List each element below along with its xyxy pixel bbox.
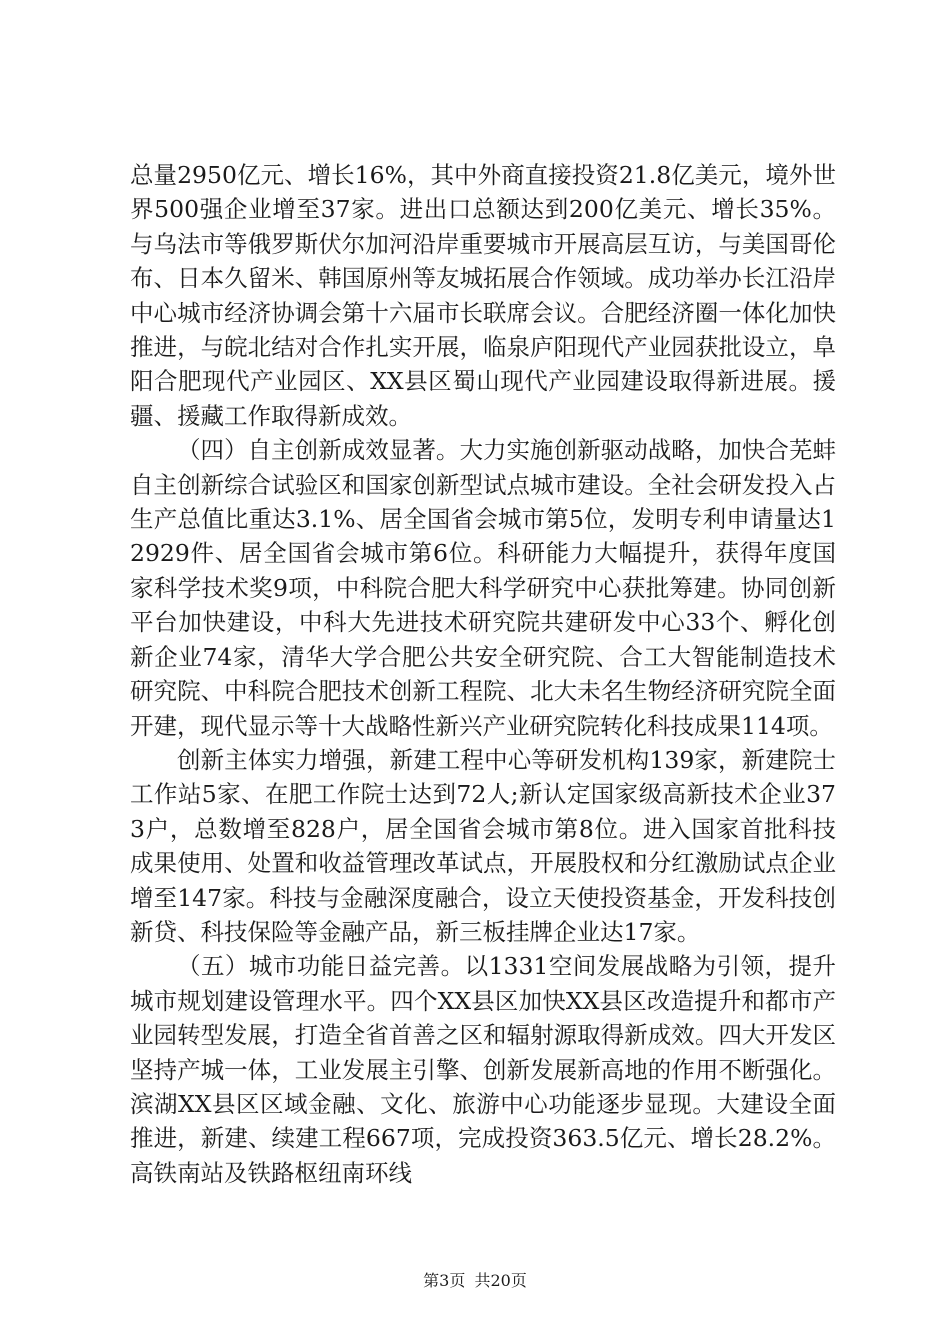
page-footer bbox=[0, 1268, 950, 1291]
paragraph-innovation-results: （四）自主创新成效显著。大力实施创新驱动战略，加快合芜蚌自主创新综合试验区和国家创新型试点城市建设。全社会研发投入占生产总值比重达3.1%、居全国省会城市第5位，发明专利申请量达12929件、居全国省会城市第6位。科研能力大幅提升，获得年度国家科学技术奖9项，中科院合肥大科学研究中心获批筹建。协同创新平台加快建设，中科大先进技术研究院共建研发中心33个、孵化创新企业74家，清华大学合肥公共安全研究院、合工大智能制造技术研究院、中科院合肥技术创新工程院、北大未名生物经济研究院全面开建，现代显示等十大战略性新兴产业研究院转化科技成果114项。 bbox=[130, 436, 836, 740]
document-body bbox=[130, 158, 836, 1190]
paragraph-city-functions: （五）城市功能日益完善。以1331空间发展战略为引领，提升城市规划建设管理水平。四个XX县区加快XX县区改造提升和都市产业园转型发展，打造全省首善之区和辐射源取得新成效。四大开发区坚持产城一体，工业发展主引擎、创新发展新高地的作用不断强化。滨湖XX县区区域金融、文化、旅游中心功能逐步显现。大建设全面推进，新建、续建工程667项，完成投资363.5亿元、增长28.2%。高铁南站及铁路枢纽南环线 bbox=[130, 952, 836, 1187]
paragraph-innovation-entities: 创新主体实力增强，新建工程中心等研发机构139家，新建院士工作站5家、在肥工作院士达到72人;新认定国家级高新技术企业373户，总数增至828户，居全国省会城市第8位。进入国家首批科技成果使用、处置和收益管理改革试点，开展股权和分红激励试点企业增至147家。科技与金融深度融合，设立天使投资基金，开发科技创新贷、科技保险等金融产品，新三板挂牌企业达17家。 bbox=[130, 745, 836, 946]
paragraph-investment-trade: 总量2950亿元、增长16%，其中外商直接投资21.8亿美元，境外世界500强企业增至37家。进出口总额达到200亿美元、增长35%。与乌法市等俄罗斯伏尔加河沿岸重要城市开展高层互访，与美国哥伦布、日本久留米、韩国原州等友城拓展合作领域。成功举办长江沿岸中心城市经济协调会第十六届市长联席会议。合肥经济圈一体化加快推进，与皖北结对合作扎实开展，临泉庐阳现代产业园获批设立，阜阳合肥现代产业园区、XX县区蜀山现代产业园建设取得新进展。援疆、援藏工作取得新成效。 bbox=[130, 161, 836, 430]
page-total: 共20页 bbox=[474, 1271, 527, 1290]
page-number: 第3页 bbox=[423, 1271, 466, 1290]
